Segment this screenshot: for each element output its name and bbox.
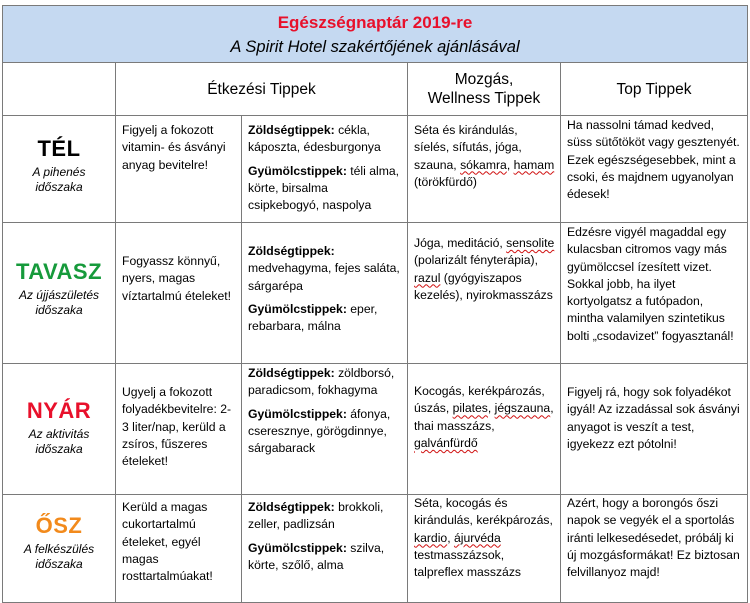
fruit-list: téli alma, körte, birsalma csipkebogyó, naspolya: [248, 163, 400, 213]
fruit-list: áfonya, cseresznye, görögdinnye, sárgabarack: [248, 406, 391, 456]
season-cell: [3, 116, 116, 223]
season-row-osz: [3, 495, 748, 603]
fruit-label: Gyümölcstippek:: [248, 540, 347, 555]
veg-list: medvehagyma, fejes saláta, sárgarépa: [248, 261, 400, 293]
movement-tip: Jóga, meditáció, sensolite (polarizált fényterápia), razul (gyógyiszapos kezelés), nyirokmasszázs: [408, 223, 561, 364]
veg-label: Zöldségtippek:: [248, 500, 335, 514]
banner: [3, 6, 748, 63]
season-subtitle: Az újjászületés időszaka: [18, 288, 100, 317]
season-row-tel: [3, 116, 748, 223]
top-tip: Edzésre vigyél magaddal egy kulacsban citromos vagy más gyümölccsel ízesített vizet. Sokkal jobb, ha ilyet kortyolgatsz a futópadon, mintha valamilyen szintetikus bolti „csodavizet” fogyasztanál!: [561, 223, 748, 364]
season-subtitle: A felkészülés időszaka: [23, 542, 95, 571]
fruit-label: Gyümölcstippek:: [248, 406, 347, 421]
season-row-nyar: [3, 364, 748, 495]
season-name: NYÁR: [26, 398, 92, 423]
fruit-list: szilva, körte, szőlő, alma: [248, 540, 385, 572]
season-name: ŐSZ: [35, 513, 83, 538]
fruit-label: Gyümölcstippek:: [248, 301, 347, 316]
produce-tips: [242, 223, 408, 364]
top-tip: Ha nassolni támad kedved, süss sütőtököt vagy gesztenyét. Ezek egészségesebbek, mint a csoki, és majdnem ugyanolyan édesek!: [561, 116, 748, 223]
calendar-subtitle: A Spirit Hotel szakértőjének ajánlásával: [230, 37, 520, 56]
food-tip: Kerüld a magas cukortartalmú ételeket, egyél magas rosttartalmúakat!: [116, 495, 242, 603]
season-row-tavasz: [3, 223, 748, 364]
veg-list: cékla, káposzta, édesburgonya: [248, 123, 381, 155]
veg-label: Zöldségtippek:: [248, 244, 335, 258]
top-tip: Azért, hogy a borongós őszi napok se vegyék el a sportolás iránti lelkesedésedet, próbálj ki új mozgásformákat! Ez biztosan felvillanyoz majd!: [561, 495, 748, 603]
column-header-top: Top Tippek: [561, 63, 748, 116]
banner-row: [3, 6, 748, 63]
season-cell: [3, 364, 116, 495]
movement-tip: Kocogás, kerékpározás, úszás, pilates, jégszauna, thai masszázs, galvánfürdő: [408, 364, 561, 495]
calendar-table: [2, 5, 748, 603]
season-cell: [3, 495, 116, 603]
food-tip: Fogyassz könnyű, nyers, magas víztartalmú ételeket!: [116, 223, 242, 364]
veg-list: zöldborsó, paradicsom, fokhagyma: [248, 366, 395, 398]
veg-list: brokkoli, zeller, padlizsán: [248, 500, 384, 532]
food-tip: Figyelj a fokozott vitamin- és ásványi anyag bevitelre!: [116, 116, 242, 223]
column-header-food: Étkezési Tippek: [116, 63, 408, 116]
column-header-movement: Mozgás, Wellness Tippek: [408, 63, 561, 116]
produce-tips: [242, 495, 408, 603]
season-subtitle: A pihenés időszaka: [32, 165, 86, 194]
top-tip: Figyelj rá, hogy sok folyadékot igyál! Az izzadással sok ásványi anyagot is veszít a test, igyekezz ezt pótolni!: [561, 364, 748, 495]
season-subtitle: Az aktivitás időszaka: [28, 427, 90, 456]
header-row: [3, 63, 748, 116]
veg-label: Zöldségtippek:: [248, 123, 335, 137]
veg-label: Zöldségtippek:: [248, 366, 335, 380]
movement-tip: Séta és kirándulás, síelés, sífutás, jóga, szauna, sókamra, hamam (törökfürdő): [408, 116, 561, 223]
season-cell: [3, 223, 116, 364]
movement-tip: Séta, kocogás és kirándulás, kerékpározás, kardio, ájurvéda testmasszázsok, talpreflex masszázs: [408, 495, 561, 603]
produce-tips: [242, 116, 408, 223]
calendar-title: Egészségnaptár 2019-re: [277, 12, 473, 32]
fruit-list: eper, rebarbara, málna: [248, 301, 378, 334]
fruit-label: Gyümölcstippek:: [248, 163, 347, 178]
header-corner: [3, 63, 116, 116]
produce-tips: [242, 364, 408, 495]
food-tip: Ugyelj a fokozott folyadékbevitelre: 2-3 liter/nap, kerüld a zsíros, fűszeres ételeket!: [116, 364, 242, 495]
season-name: TAVASZ: [15, 259, 103, 284]
season-name: TÉL: [37, 136, 81, 161]
